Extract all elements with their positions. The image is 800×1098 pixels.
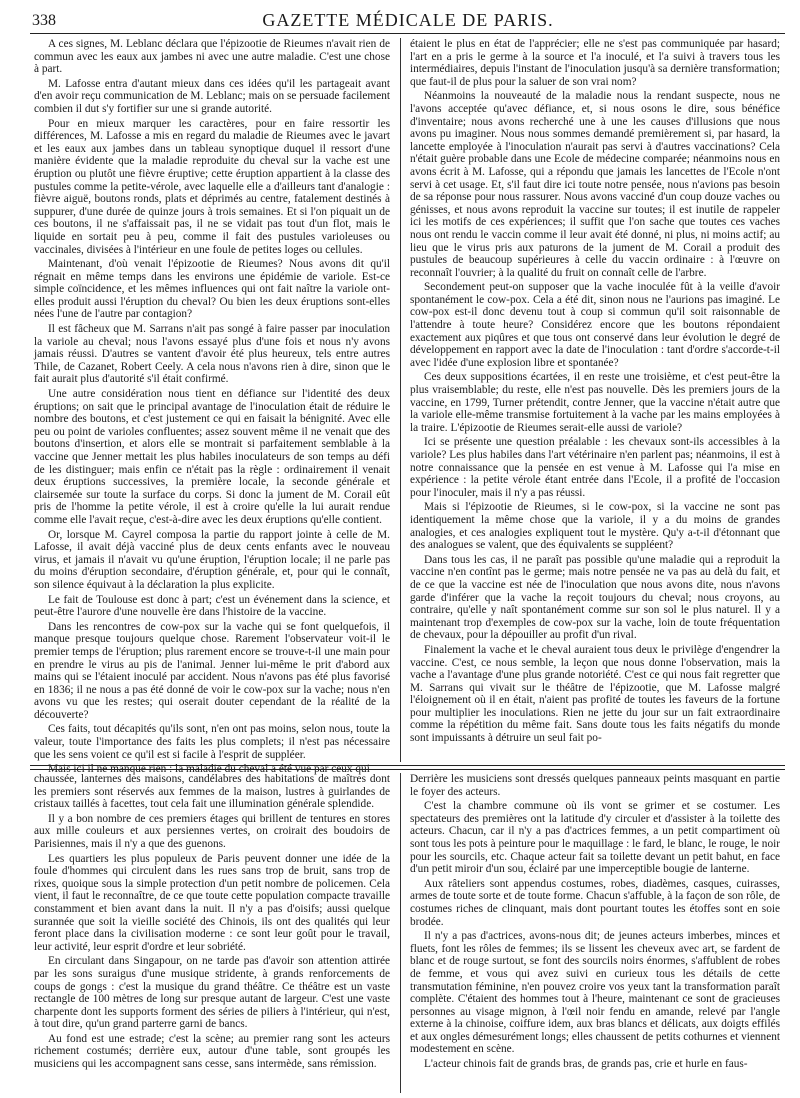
paragraph: Maintenant, d'où venait l'épizootie de Rieumes? Nous avons dit qu'il régnait en même temps dans les environs une épidémie de variole. Est-ce simple coïncidence, et les mêmes influences qui ont fait naître la variole ont-elles produit aussi l'éruption du cheval? Ou bien les deux éruptions sont-elles nées l'une de l'autre par contagion? xyxy=(34,258,390,321)
paragraph: étaient le plus en état de l'apprécier; elle ne s'est pas communiquée par hasard; l'art en a pris le germe à la source et l'a inoculé, et l'a suivi à travers tous les intermédiaires, depuis l'instant de l'inoculation jusqu'à sa dernière transformation; que faut-il de plus pour la saluer de son vrai nom? xyxy=(410,38,780,88)
header-rule xyxy=(30,33,785,34)
paragraph: Dans les rencontres de cow-pox sur la vache qui se font quelquefois, il manque presque toujours quelque chose. Rarement l'observateur voit-il le premier temps de l'éruption; plus rarement encore se trouve-t-il une main pour en prendre le virus au pis de l'animal. Jenner lui-même le prit d'abord aux mains qui se l'étaient inoculé par accident. Nous n'avons pas été plus favorisé en 1836; il ne nous a pas été donné de voir le cow-pox sur la vache; nous n'en avons vu que les restes; qui oserait douter cependant de la réalité de la découverte? xyxy=(34,620,390,721)
journal-title: GAZETTE MÉDICALE DE PARIS. xyxy=(262,10,554,30)
upper-left-column xyxy=(34,38,390,776)
paragraph: Mais si l'épizootie de Rieumes, si le cow-pox, si la vaccine ne sont pas identiquement la même chose que la variole, il y a du moins de grandes analogies, et ces analogies expliquent tout le mystère. Qu'y a-t-il d'étonnant que des analogues se valent, que des équivalents se suppléent? xyxy=(410,501,780,552)
paragraph: Les quartiers les plus populeux de Paris peuvent donner une idée de la foule d'hommes qui circulent dans les rues sans trop de bruit, sans trop de rixes, quoique sous la simple protection d'un petit nombre de policemen. Cela vient, il faut le reconnaître, de ce que toute cette population compacte travaille constamment et bien avant dans la nuit. Il n'y a pas d'oisifs; aussi quelque surannée que soit la vieille société des Chinois, ils ont des qualités qui leur feront place dans la civilisation moderne : ce sont leur goût pour le travail, leur activité, leur esprit d'ordre et leur sobriété. xyxy=(34,852,390,953)
paragraph: Il y a bon nombre de ces premiers étages qui brillent de tentures en stores aux mille couleurs et aux persiennes vertes, on croirait des boudoirs de Parisiennes, mais il n'y a que des guenons. xyxy=(34,812,390,850)
lower-right-column xyxy=(410,773,780,1093)
paragraph: chaussée, lanternes des maisons, candélabres des habitations de maîtres dont les premiers sont réservés aux femmes de la maison, lustres à guirlandes de cristaux taillés à facettes, tout cela fait une illumination générale splendide. xyxy=(34,773,390,811)
column-divider xyxy=(400,773,401,1093)
paragraph: Le fait de Toulouse est donc à part; c'est un événement dans la science, et peut-être l'aurore d'une nouvelle ère dans l'histoire de la vaccine. xyxy=(34,593,390,619)
paragraph: Mais ici il ne manque rien : la maladie du cheval a été vue par ceux qui xyxy=(48,763,370,776)
paragraph: Or, lorsque M. Cayrel composa la partie du rapport jointe à celle de M. Lafosse, il avait déjà vacciné plus de deux cents enfants avec le nouveau virus, et jamais il n'avait vu qu'une éruption, l'éruption locale; il ne parle pas du moins d'éruption secondaire, d'éruption générale, et, pour qui le connaît, son silence équivaut à la déclaration la plus explicite. xyxy=(34,528,390,591)
feuilleton-rule xyxy=(30,769,785,770)
paragraph: En circulant dans Singapour, on ne tarde pas d'avoir son attention attirée par les sons suraigus d'une musique stridente, à grands renforcements de coups de gongs : c'est la musique du grand théâtre. Ce théâtre est un vaste rectangle de 100 mètres de long sur presque autant de largeur. C'est une vaste charpente dont les supports forment des séries de piliers à l'intérieur, qui n'est, à tout dire, qu'un grand parterre garni de bancs. xyxy=(34,955,390,1031)
paragraph: L'acteur chinois fait de grands bras, de grands pas, crie et hurle en faus- xyxy=(424,1058,748,1071)
paragraph: Ces faits, tout décapités qu'ils sont, n'en ont pas moins, selon nous, toute la valeur, toute l'importance des faits les plus complets; il n'est pas nécessaire que les sens voient ce qu'il est si facile à l'esprit de suppléer. xyxy=(34,723,390,761)
feuilleton-rule xyxy=(30,765,785,766)
paragraph: Ici se présente une question préalable : les chevaux sont-ils accessibles à la variole? Les plus habiles dans l'art vétérinaire n'en parlent pas; néanmoins, il est à notre connaissance que la pensée en est venue à M. Lafosse qui l'a mise en expérience : la petite vérole étant entrée dans l'Ecole, il a profité de l'occasion pour l'inoculer, mais il n'y a pas réussi. xyxy=(410,436,780,499)
page-number: 338 xyxy=(32,12,56,29)
paragraph: Finalement la vache et le cheval auraient tous deux le privilège d'engendrer la vaccine. C'est, ce nous semble, la leçon que nous donne l'observation, mais la vache a l'avantage d'une plus grande notoriété. C'est ce qui nous fait regretter que M. Sarrans qui vivait sur le théâtre de l'épizootie, que M. Lafosse malgré l'éloignement où il en était, n'aient pas profité de toutes les faveurs de la fortune pour multiplier les inoculations. Rien ne jette du jour sur un fait extraordinaire comme la répétition du même fait. Sans doute tous les faits négatifs du monde sont impuissants à détruire un seul fait po- xyxy=(410,643,780,745)
upper-right-column xyxy=(410,38,780,761)
column-divider xyxy=(400,38,401,762)
paragraph: Il n'y a pas d'actrices, avons-nous dit; de jeunes acteurs imberbes, minces et fluets, font les rôles de femmes; ils se lissent les cheveux avec art, se fardent de blanc et de rouge surtout, se font des sourcils noirs énormes, s'affublent de robes de femme, et vous qui avez suivi en curieux tous les détails de cette transmutation féminine, n'en pouvez croire vos yeux tant la transformation paraît complète. C'étaient des hommes tout à l'heure, maintenant ce sont de gracieuses personnes au visage mignon, à l'œil noir fendu en amande, relevé par l'angle externe à la chinoise, coiffure idem, aux bras blancs et délicats, aux doigts effilés et aux ongles démesurément longs; elles chaussent de petits cothurnes et viennent modestement en scène. xyxy=(410,930,780,1056)
paragraph: Dans tous les cas, il ne paraît pas possible qu'une maladie qui a reproduit la vaccine n'en contînt pas le germe; mais notre pensée ne va pas au delà du fait, et de ce que la vaccine est née de l'inoculation que nous avons dite, nous n'avons garde d'inférer que la vache la reçoit toujours du cheval; nous croyons, au contraire, qu'elle y naît spontanément comme sur son sol le plus naturel. Il y a maintenant trop d'exemples de cow-pox sur la vache, loin de toute fréquentation de chevaux, pour la dépouiller au profit d'un rival. xyxy=(410,553,780,642)
paragraph: Au fond est une estrade; c'est la scène; au premier rang sont les acteurs richement costumés; derrière eux, autour d'une table, sont groupés les musiciens qui les accompagnent sans cesse, sans intermède, sans rémission. xyxy=(34,1032,390,1071)
paragraph: Aux râteliers sont appendus costumes, robes, diadèmes, casques, cuirasses, armes de toute sorte et de toute forme. Chacun s'affuble, à la façon de son rôle, de costumes riches de clinquant, mais dont pourtant toutes les étoffes sont en soie brodée. xyxy=(410,877,780,928)
paragraph: Derrière les musiciens sont dressés quelques panneaux peints masquant en partie le foyer des acteurs. xyxy=(410,773,780,798)
paragraph: M. Lafosse entra d'autant mieux dans ces idées qu'il les partageait avant d'en avoir reçu communication de M. Leblanc; mais on se persuade facilement combien il dut s'y fortifier sur une si grande autorité. xyxy=(34,77,390,115)
paragraph: Ces deux suppositions écartées, il en reste une troisième, et c'est peut-être la plus vraisemblable; du reste, elle n'est pas nouvelle. Dès les premiers jours de la vaccine, en 1799, Turner prétendit, contre Jenner, que la vaccine n'était autre que la variole elle-même transmise fortuitement à la vache par les mains employées à la traire. L'épizootie de Rieumes serait-elle aussi de variole? xyxy=(410,371,780,434)
paragraph: Pour en mieux marquer les caractères, pour en faire ressortir les différences, M. Lafosse a mis en regard du maladie de Rieumes avec le javart et les eaux aux jambes dans un tableau synoptique duquel il ressort d'une manière évidente que la maladie reproduite du cheval sur la vache est une éruption ou plutôt une fièvre éruptive; cette éruption appartient à la classe des pustules comme la petite-vérole, avec laquelle elle a d'ailleurs tant d'analogie : fièvre aiguë, boutons ronds, plats et déprimés au centre, fatalement destinés à suppurer, d'une durée de quinze jours à trois semaines. Et si l'on piquait un de ces boutons, il ne s'affaissait pas, il ne se vidait pas tout d'un flot, mais le liquide en sortait peu à peu, comme il fait des pustules varioleuses ou vaccinales, divisées à l'intérieur en une foule de petites loges ou cellules. xyxy=(34,117,390,256)
paragraph: Secondement peut-on supposer que la vache inoculée fût à la veille d'avoir spontanément le cow-pox. Cela a été dit, sinon nous ne l'aurions pas imaginé. Le cow-pox est-il donc devenu tout à coup si commun qu'il soit raisonnable de l'attendre à toute heure? Considérez encore que les boutons répondaient exactement aux piqûres et que tous ont conservé dans leur évolution le degré de développement en rapport avec la date de l'inoculation : tant d'ordre s'accorde-t-il avec l'idée d'une explosion libre et spontanée? xyxy=(410,281,780,369)
paragraph: Néanmoins la nouveauté de la maladie nous la rendant suspecte, nous ne l'avons acceptée qu'avec défiance, et, si nous osons le dire, sous bénéfice d'inventaire; nous avons recherché une à une les causes d'illusions que nous avons pu imaginer. Nous nous sommes demandé premièrement si, par hasard, la lancette employée à l'inoculation n'aurait pas servi à d'autres vaccinations? Cela n'était guère probable dans une Ecole de médecine comparée; néanmoins nous en avons écrit à M. Lafosse, qui a répondu que jamais les lancettes de l'Ecole n'ont servi à cet usage. Et, s'il faut dire ici toute notre pensée, nous n'avions pas besoin de sa réponse pour nous rassurer. Nous avons vacciné d'un coup douze vaches ou génisses, et nous avons reproduit la vaccine sur toutes; il est inutile de rappeler ici les motifs de ces expériences; il suffit que l'on sache que toutes ces vaches nous ont rendu le vaccin comme il leur avait été donné, ni plus, ni moins actif; au lieu que le virus pris aux paturons de la jument de M. Corail a produit des pustules de beaucoup supérieures à celle du vaccin ordinaire : à l'œuvre on reconnaît l'ouvrier; à la qualité du fruit on connaît celle de l'arbre. xyxy=(410,90,780,279)
paragraph: C'est la chambre commune où ils vont se grimer et se costumer. Les spectateurs des premières ont la latitude d'y circuler et d'assister à la toilette des acteurs. Chacun, car il n'y a pas d'actrices femmes, a un petit compartiment où sont tous les pots à peinture pour le maquillage : le fard, le blanc, le rouge, le noir pour les sourcils, etc. Chaque acteur fait sa toilette devant un petit bahut, en face d'un petit miroir d'un sou, éclairé par une imperceptible bougie de lanterne. xyxy=(410,800,780,876)
paragraph: Il est fâcheux que M. Sarrans n'ait pas songé à faire passer par inoculation la variole au cheval; nous l'avons essayé plus d'une fois et nous n'y avons jamais réussi. D'autres se vantent d'avoir été plus heureux, tels entre autres Thile, de Cazanet, Robert Ceely. A cela nous n'avons rien à dire, sinon que le fait aurait plus d'autorité s'il était confirmé. xyxy=(34,323,390,386)
page-header xyxy=(32,10,784,34)
paragraph: A ces signes, M. Leblanc déclara que l'épizootie de Rieumes n'avait rien de commun avec les eaux aux jambes ni avec une autre maladie. C'est une chose à part. xyxy=(34,38,390,76)
paragraph: Une autre considération nous tient en défiance sur l'identité des deux éruptions; on sait que le principal avantage de l'inoculation était de réduire le nombre des boutons, et c'est justement ce qui en faisait la bénignité. Avec elle peu ou point de varioles confluentes; assez souvent même il ne venait que des boutons d'insertion, et alors elle se montrait si parfaitement semblable à la vaccine que Jenner mettait les plus habiles inoculateurs de son temps au défi de les distinguer; mais enfin ce n'était pas la règle : ordinairement il venait deux éruptions successives, la première locale, la seconde générale et clairsemée sur toute la surface du corps. Si donc la jument de M. Corail eût pris de l'homme la petite vérole, il est à croire qu'elle la lui aurait rendue comme elle l'avait reçue, c'est-à-dire avec les deux éruptions qu'elle contient. xyxy=(34,388,390,526)
lower-left-column xyxy=(34,773,390,1093)
